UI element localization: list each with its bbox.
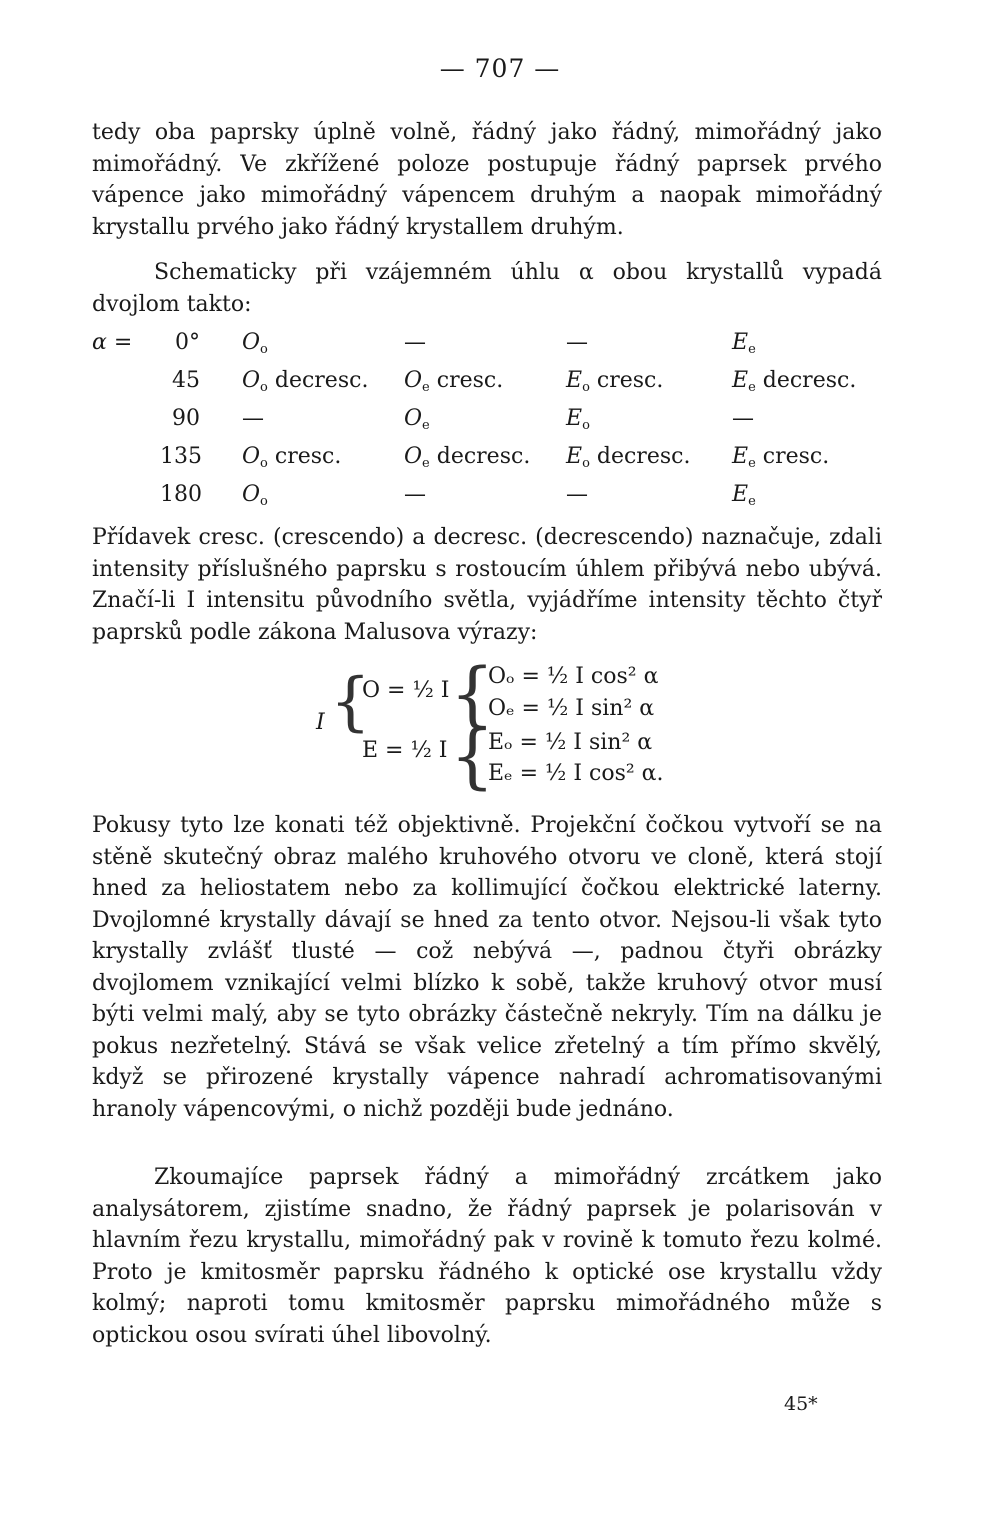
ray-cell: $O_o$ cresc. <box>242 444 342 471</box>
scheme-row <box>92 406 892 444</box>
formula-e-total: E = ½ I <box>362 738 448 763</box>
ray-cell: — <box>732 406 754 431</box>
ray-cell: $O_e$ cresc. <box>404 368 504 395</box>
page-number: — 707 — <box>439 54 561 83</box>
scheme-row <box>92 482 892 520</box>
malus-formulas <box>300 653 720 797</box>
paragraph-1: tedy oba paprsky úplně volně, řádný jako řádný, mimořádný jako mimořádný. Ve zkřížené poloze postupuje řádný paprsek prvého vápence jako mimořádný vápencem druhým a naopak mimořádný krystallu prvého jako řádný krystallem druhým. <box>92 120 882 240</box>
formula-oe: Oₑ = ½ I sin² α <box>488 696 655 721</box>
formula-lower-brace: { <box>450 715 495 797</box>
signature-mark: 45* <box>784 1393 818 1415</box>
formula-intensity-symbol: I <box>316 710 325 735</box>
formula-left-brace: { <box>330 665 371 739</box>
scheme-row <box>92 368 892 406</box>
ray-cell: $O_o$ <box>242 330 268 357</box>
ray-cell: $E_e$ decresc. <box>732 368 857 395</box>
ray-cell: $O_o$ decresc. <box>242 368 369 395</box>
formula-o-total: O = ½ I <box>362 678 450 703</box>
ray-cell: — <box>404 482 426 507</box>
formula-eo: Eₒ = ½ I sin² α <box>488 730 653 755</box>
angle-cell: 135 <box>160 444 202 469</box>
formula-ee: Eₑ = ½ I cos² α. <box>488 761 664 786</box>
angle-cell: 0° <box>175 330 200 355</box>
ray-cell: $O_e$ <box>404 406 430 433</box>
ray-cell: — <box>566 482 588 507</box>
formula-oo: Oₒ = ½ I cos² α <box>488 664 659 689</box>
ray-cell: $E_e$ <box>732 330 756 357</box>
birefringence-scheme-table <box>92 330 892 520</box>
paragraph-5: Zkoumajíce paprsek řádný a mimořádný zrcátkem jako analysátorem, zjistíme snadno, že řádný paprsek je polarisován v hlavním řezu krystallu, mimořádný pak v rovině k tomuto řezu kolmé. Proto je kmitosměr paprsku řádného k optické ose krystallu vždy kolmý; naproti tomu kmitosměr paprsku mimořádného může s optickou osou svírati úhel libovolný. <box>92 1165 882 1348</box>
ray-cell: $O_e$ decresc. <box>404 444 531 471</box>
ray-cell: $E_o$ <box>566 406 590 433</box>
angle-cell: 90 <box>172 406 200 431</box>
angle-cell: 45 <box>172 368 200 393</box>
paragraph-2: Schematicky při vzájemném úhlu α obou krystallů vypadá dvojlom takto: <box>92 260 882 317</box>
ray-cell: $E_o$ decresc. <box>566 444 691 471</box>
ray-cell: $E_e$ <box>732 482 756 509</box>
formula-upper-brace: { <box>450 653 495 735</box>
ray-cell: — <box>566 330 588 355</box>
ray-cell: $E_e$ cresc. <box>732 444 830 471</box>
ray-cell: — <box>242 406 264 431</box>
alpha-label: α = <box>92 330 133 355</box>
scheme-row <box>92 330 892 368</box>
scheme-row <box>92 444 892 482</box>
ray-cell: — <box>404 330 426 355</box>
ray-cell: $O_o$ <box>242 482 268 509</box>
paragraph-3: Přídavek cresc. (crescendo) a decresc. (decrescendo) naznačuje, zdali intensity příslušného paprsku s rostoucím úhlem přibývá nebo ubývá. Značí-li I intensitu původního světla, vyjádříme intensity těchto čtyř paprsků podle zákona Malusova výrazy: <box>92 525 882 645</box>
ray-cell: $E_o$ cresc. <box>566 368 664 395</box>
angle-cell: 180 <box>160 482 202 507</box>
paragraph-4: Pokusy tyto lze konati též objektivně. Projekční čočkou vytvoří se na stěně skutečný obraz malého kruhového otvoru ve cloně, která stojí hned za heliostatem nebo za kollimující čočkou elektrické laterny. Dvojlomné krystally dávají se hned za tento otvor. Nejsou-li však tyto krystally zvlášť tlusté — což nebývá —, padnou čtyři obrázky dvojlomem vznikající velmi blízko k sobě, takže kruhový otvor musí býti velmi malý, aby se tyto obrázky částečně nekryly. Tím na dálku je pokus nezřetelný. Stává se však velice zřetelný a tím přímo skvělý, když se přirozené krystally vápence nahradí achromatisovanými hranoly vápencovými, o nichž později bude jednáno. <box>92 813 882 1122</box>
